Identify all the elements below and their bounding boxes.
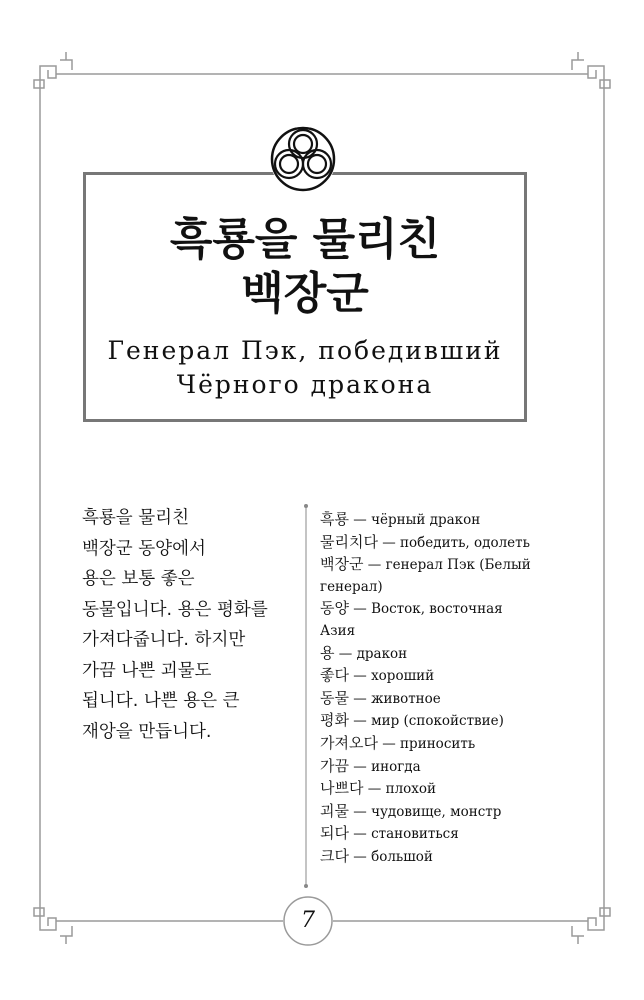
vocab-korean: 흑룡 — [320, 510, 349, 528]
vocab-russian: — становиться — [348, 826, 459, 843]
vocab-item — [320, 733, 540, 756]
body-text — [82, 503, 302, 747]
title-korean-line2: 백장군 — [241, 268, 369, 319]
title-korean-line1: 흑룡을 물리친 — [169, 214, 441, 265]
divider-dot-top — [304, 504, 308, 508]
title-russian-line1: Генерал Пэк, победивший — [107, 336, 503, 365]
title-russian-line2: Чёрного дракона — [176, 370, 434, 399]
vocab-korean: 되다 — [320, 824, 349, 843]
corner-ornament-top-left — [34, 52, 74, 98]
vocab-russian: — иногда — [348, 758, 421, 775]
vocab-korean: 크다 — [320, 846, 349, 865]
vocab-russian: — Восток, восточная Азия — [320, 601, 503, 639]
body-text-line: 백장군 동양에서 — [82, 538, 206, 559]
corner-ornament-bottom-right — [570, 898, 610, 944]
vocab-korean: 물리치다 — [320, 532, 378, 551]
corner-ornament-top-right — [570, 52, 610, 98]
page-number: 7 — [301, 908, 315, 933]
vocab-russian: — животное — [348, 690, 441, 707]
vocab-korean: 괴물 — [320, 801, 349, 820]
vocab-item — [320, 643, 540, 666]
vocab-korean: 용 — [320, 643, 335, 662]
title-box — [83, 172, 527, 422]
vocab-item — [320, 778, 540, 801]
body-text-line: 가져다줍니다. 하지만 — [82, 630, 246, 650]
vocab-item — [320, 801, 540, 824]
divider-dot-bottom — [304, 884, 308, 888]
vocab-russian: — хороший — [348, 668, 435, 685]
vocab-russian: — дракон — [334, 645, 408, 662]
vocab-item — [320, 665, 540, 688]
vocab-russian: — чёрный дракон — [348, 512, 481, 528]
corner-ornament-bottom-left — [34, 898, 74, 944]
vocab-russian: — мир (спокойствие) — [348, 713, 504, 730]
vocab-korean: 나쁘다 — [320, 779, 364, 798]
vocab-russian: — плохой — [363, 781, 437, 798]
vocab-korean: 동물 — [320, 688, 349, 707]
vocab-russian: — приносить — [377, 735, 476, 752]
vocab-item — [320, 846, 540, 869]
vocab-korean: 좋다 — [320, 666, 349, 685]
body-text-line: 가끔 나쁜 괴물도 — [82, 660, 212, 681]
vocab-item — [320, 688, 540, 711]
vocab-russian: — большой — [348, 848, 433, 865]
vocab-item — [320, 756, 540, 779]
body-text-line: 됩니다. 나쁜 용은 큰 — [82, 691, 240, 711]
vocab-russian: — генерал Пэк (Белый генерал) — [320, 557, 531, 595]
vocab-korean: 가져오다 — [320, 733, 378, 752]
body-text-line: 흑룡을 물리친 — [82, 508, 189, 528]
vocabulary-list — [320, 509, 540, 869]
vocab-russian: — чудовище, монстр — [348, 803, 502, 820]
vocab-russian: — победить, одолеть — [377, 534, 530, 551]
vocab-item — [320, 823, 540, 846]
vocab-korean: 동양 — [320, 599, 349, 618]
body-text-line: 재앙을 만듭니다. — [82, 721, 212, 742]
vocab-korean: 평화 — [320, 711, 349, 730]
vocab-item — [320, 532, 540, 555]
vocab-item — [320, 710, 540, 733]
vocab-korean: 백장군 — [320, 555, 364, 574]
knot-ornament-icon — [268, 124, 338, 194]
body-text-line: 동물입니다. 용은 평화를 — [82, 599, 268, 620]
vocab-item — [320, 554, 540, 598]
body-text-line: 용은 보통 좋은 — [82, 569, 195, 589]
vocab-item — [320, 598, 540, 642]
vocab-korean: 가끔 — [320, 756, 349, 775]
vocab-item — [320, 509, 540, 532]
